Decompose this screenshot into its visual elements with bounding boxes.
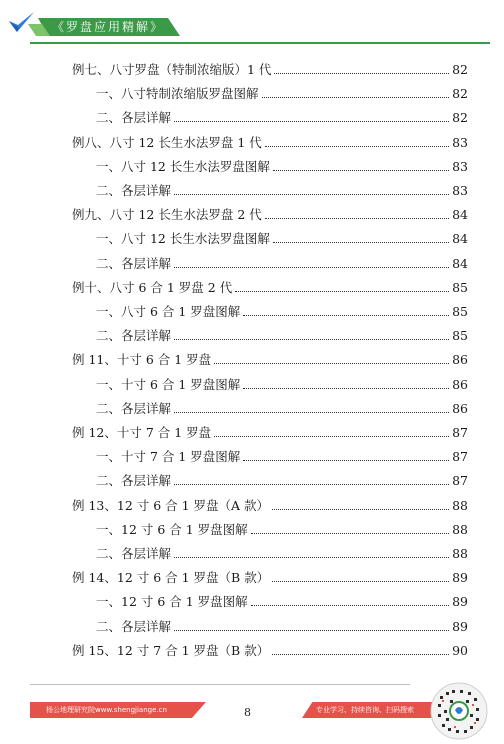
- toc-chapter-row: [72, 133, 468, 151]
- toc-page-number: 89: [452, 570, 468, 586]
- toc-section-row: [96, 181, 468, 199]
- toc-page-number: 83: [452, 134, 468, 150]
- toc-leader-dots: [174, 266, 449, 268]
- toc-section-row: [96, 617, 468, 635]
- toc-section-row: [96, 229, 468, 247]
- toc-page-number: 82: [452, 110, 468, 126]
- toc-chapter-row: [72, 60, 468, 78]
- page-footer: [0, 680, 504, 744]
- toc-page-number: 82: [452, 86, 468, 102]
- toc-entry-label: 例 11、十寸 6 合 1 罗盘: [72, 352, 212, 368]
- toc-entry-label: 一、八寸 6 合 1 罗盘图解: [96, 304, 241, 319]
- toc-chapter-row: [72, 205, 468, 223]
- toc-page-number: 84: [452, 231, 468, 247]
- toc-page-number: 84: [452, 255, 468, 271]
- toc-section-row: [96, 326, 468, 344]
- toc-page-number: 88: [452, 497, 468, 513]
- toc-entry-label: 例 14、12 寸 6 合 1 罗盘（B 款）: [72, 570, 270, 586]
- footer-website-text: 杨公地理研究院www.shengjiange.cn: [46, 706, 167, 714]
- header-divider: [30, 42, 490, 44]
- toc-page-number: 85: [452, 279, 468, 295]
- toc-leader-dots: [174, 193, 449, 195]
- toc-entry-label: 二、各层详解: [96, 328, 172, 344]
- toc-entry-label: 二、各层详解: [96, 183, 172, 198]
- toc-entry-label: 二、各层详解: [96, 546, 172, 561]
- toc-entry-label: 例 12、十寸 7 合 1 罗盘: [72, 425, 212, 440]
- toc-page-number: 83: [452, 158, 468, 174]
- toc-page-number: 87: [452, 473, 468, 489]
- toc-leader-dots: [235, 290, 449, 292]
- toc-leader-dots: [262, 96, 450, 98]
- toc-leader-dots: [273, 169, 449, 171]
- toc-section-row: [96, 544, 468, 562]
- toc-leader-dots: [243, 314, 449, 316]
- toc-leader-dots: [174, 120, 449, 122]
- toc-section-row: [96, 520, 468, 538]
- toc-entry-label: 例七、八寸罗盘（特制浓缩版）1 代: [72, 62, 272, 77]
- toc-page-number: 89: [452, 594, 468, 610]
- toc-entry-label: 一、八寸 12 长生水法罗盘图解: [96, 231, 270, 247]
- footer-slogan-text: 专业学习、持续咨询、扫码搜索: [316, 706, 414, 714]
- toc-page-number: 88: [452, 521, 468, 537]
- book-title: 《罗盘应用精解》: [52, 20, 165, 34]
- toc-chapter-row: [72, 496, 468, 514]
- toc-leader-dots: [273, 241, 449, 243]
- toc-section-row: [96, 399, 468, 417]
- toc-entry-label: 例八、八寸 12 长生水法罗盘 1 代: [72, 134, 262, 150]
- footer-divider: [30, 684, 410, 685]
- toc-section-row: [96, 375, 468, 393]
- toc-entry-label: 例 15、12 寸 7 合 1 罗盘（B 款）: [72, 642, 270, 658]
- toc-section-row: [96, 471, 468, 489]
- toc-page-number: 86: [452, 376, 468, 392]
- toc-page-number: 86: [452, 400, 468, 416]
- toc-entry-label: 二、各层详解: [96, 473, 172, 489]
- toc-leader-dots: [214, 435, 449, 437]
- toc-entry-label: 二、各层详解: [96, 110, 172, 126]
- toc-leader-dots: [272, 580, 449, 582]
- toc-leader-dots: [174, 338, 449, 340]
- toc-leader-dots: [265, 145, 449, 147]
- toc-entry-label: 例十、八寸 6 合 1 罗盘 2 代: [72, 279, 233, 295]
- toc-chapter-row: [72, 423, 468, 441]
- toc-entry-label: 二、各层详解: [96, 400, 172, 416]
- toc-leader-dots: [174, 483, 449, 485]
- toc-chapter-row: [72, 641, 468, 659]
- toc-leader-dots: [265, 217, 449, 219]
- toc-leader-dots: [251, 532, 449, 534]
- toc-entry-label: 一、八寸特制浓缩版罗盘图解: [96, 86, 259, 102]
- toc-entry-label: 例九、八寸 12 长生水法罗盘 2 代: [72, 207, 262, 223]
- toc-leader-dots: [274, 72, 449, 74]
- toc-entry-label: 一、12 寸 6 合 1 罗盘图解: [96, 594, 248, 610]
- toc-page-number: 88: [452, 546, 468, 561]
- toc-entry-label: 一、八寸 12 长生水法罗盘图解: [96, 158, 270, 174]
- toc-section-row: [96, 108, 468, 126]
- toc-entry-label: 一、十寸 6 合 1 罗盘图解: [96, 376, 241, 392]
- toc-entry-label: 二、各层详解: [96, 255, 172, 271]
- toc-leader-dots: [243, 459, 449, 461]
- toc-leader-dots: [174, 411, 449, 413]
- toc-leader-dots: [272, 653, 449, 655]
- toc-page-number: 87: [452, 425, 468, 440]
- toc-leader-dots: [251, 604, 449, 606]
- toc-entry-label: 一、12 寸 6 合 1 罗盘图解: [96, 521, 248, 537]
- toc-section-row: [96, 302, 468, 320]
- toc-chapter-row: [72, 350, 468, 368]
- toc-page-number: 87: [452, 449, 468, 465]
- toc-page-number: 90: [452, 642, 468, 658]
- toc-page-number: 86: [452, 352, 468, 368]
- toc-leader-dots: [174, 556, 449, 558]
- toc-page-number: 85: [452, 304, 468, 319]
- toc-page-number: 89: [452, 618, 468, 634]
- toc-leader-dots: [174, 629, 449, 631]
- toc-section-row: [96, 447, 468, 465]
- toc-chapter-row: [72, 278, 468, 296]
- toc-leader-dots: [243, 387, 449, 389]
- page-header: [0, 0, 504, 46]
- toc-entry-label: 例 13、12 寸 6 合 1 罗盘（A 款）: [72, 497, 270, 513]
- toc-entry-label: 二、各层详解: [96, 618, 172, 634]
- toc-page-number: 85: [452, 328, 468, 344]
- toc-section-row: [96, 592, 468, 610]
- toc-section-row: [96, 157, 468, 175]
- toc-chapter-row: [72, 568, 468, 586]
- toc-entry-label: 一、十寸 7 合 1 罗盘图解: [96, 449, 241, 465]
- qr-code-icon: [430, 682, 488, 740]
- toc-section-row: [96, 84, 468, 102]
- toc-leader-dots: [272, 508, 449, 510]
- toc-page-number: 83: [452, 183, 468, 198]
- toc-leader-dots: [214, 362, 449, 364]
- toc-page-number: 84: [452, 207, 468, 223]
- toc-page-number: 82: [452, 62, 468, 77]
- page-number: 8: [244, 706, 251, 719]
- toc-section-row: [96, 254, 468, 272]
